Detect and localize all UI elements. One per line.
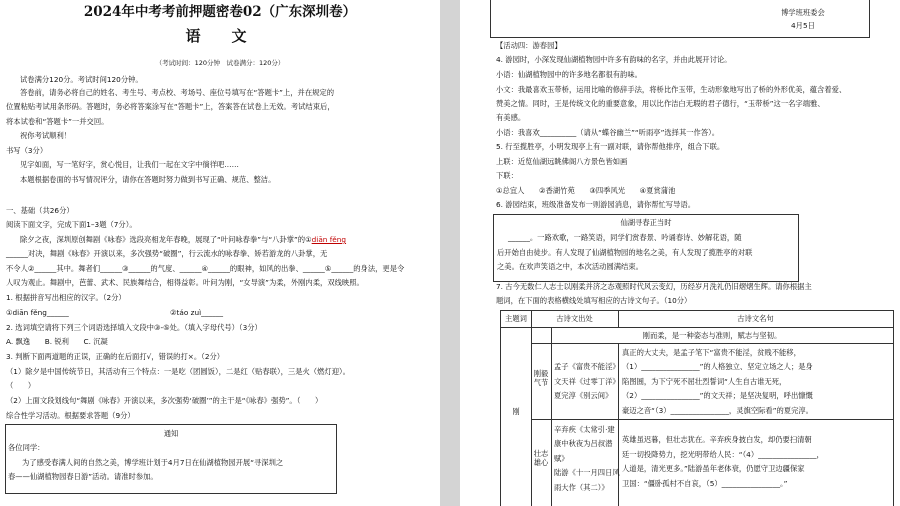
source-cell: 陆游《十一月四日风: [554, 468, 620, 477]
theme-cell: 刚毅气节: [533, 369, 549, 387]
theme-cell: 壮志雄心: [533, 449, 549, 467]
question-3-item: （1）除夕是中国传统节日，其活动有三个特点：一是吃（团圆饭），二是红（贴春联），三是火（燃灯迎）。: [6, 367, 350, 376]
poetry-table: [500, 310, 894, 506]
dialog-line: 小语：仙湖植物园中的许多地名都很有韵味。: [496, 70, 642, 79]
writing-line: 见字如面，写一笔好字，赏心悦目，让我们一起在文字中徜徉吧……: [20, 160, 239, 169]
question-3-item: （2）上面文段划线句“舞剧《咏春》开演以来，多次强势‘破圈’”的主干是“《咏春》强势”。（ ）: [6, 396, 323, 405]
notice-title: 通知: [163, 429, 179, 438]
table-row: 刚而柔，是一种姿态与准则，赋志与坚韧。: [642, 331, 782, 340]
question-1: 1. 根据拼音写出相应的汉字。（2分）: [6, 293, 126, 302]
activity-heading: 【活动四：游春园】: [496, 41, 562, 50]
news-line: 后开始自由徒步。有人发现了仙湖植物园的地名之美，有人发现了揽胜亭的对联: [497, 248, 753, 257]
passage-line: 不令人②______其中。舞者们______③______的气度、______④______的眼神，如风的出拳、______⑤______的身法，更是令: [6, 264, 405, 273]
question-6: 6. 游园结束，班级准备发布一则游园消息，请你帮忙写导语。: [496, 200, 695, 209]
instruction-line: 位置粘贴考试用条形码。答题时，务必将答案涂写在“答题卡”上，答案答在试卷上无效。考试结束后，: [6, 102, 335, 111]
source-cell: 雨大作（其二）》: [554, 483, 609, 492]
quote-line: 廷一切投降势力，挖光明带给人民：“（4）________________，: [622, 450, 824, 459]
exam-title: 2024年中考考前押题密卷02（广东深圳卷）: [83, 4, 357, 20]
question-3: 3. 判断下面两道题的正误，正确的在后面打√，错误的打×。（2分）: [6, 352, 225, 361]
quote-line: 真正的大丈夫，是孟子笔下“富贵不能淫，贫贱不能移，: [622, 348, 801, 357]
quote-line: （1）________________”的人格独立、坚定立场之人；是身: [622, 362, 813, 371]
notice-line: 为了感受春满人间的自然之美，博学班计划于4月7日在仙湖植物园开展“寻深圳之: [22, 458, 284, 467]
dialog-line: 小文：我最喜欢玉带桥，运用比喻的修辞手法，将桥比作玉带，生动形象地写出了桥的外形优美，蕴含着爱、: [496, 85, 847, 94]
answer-blank: ①diān fěng______: [6, 308, 69, 317]
quote-line: （2）________________”的文天祥；是坚决复明，呼出慷慨: [622, 391, 813, 400]
answer-paren: （ ）: [6, 381, 36, 390]
instruction-line: 祝你考试顺利！: [20, 131, 72, 140]
quote-line: 豪迈之音“（3）________________，灵旗空际看”的夏完淳。: [622, 406, 813, 415]
quote-line: 人道是，清光更多。”陆游虽年老体衰，仍愿守卫边疆保家: [622, 464, 805, 473]
section-heading: 一、基础（共26分）: [6, 206, 74, 215]
exam-info: （考试时间：120分钟 试卷满分：120分）: [155, 59, 285, 67]
quote-line: 卫国：“僵卧孤村不自哀，（5）________________。”: [622, 479, 788, 488]
notice-salutation: 各位同学：: [8, 443, 45, 452]
writing-heading: 书写（3分）: [6, 146, 48, 155]
table-header: 主题词: [505, 314, 527, 323]
source-cell: 夏完淳《别云间》: [554, 391, 613, 400]
passage-line: 除夕之夜，深圳原创舞剧《咏春》选段亮相龙年春晚，展现了“叶问咏春拳”与“八卦掌”的①diān fěng: [20, 235, 347, 244]
quote-line: 英雄虽迟暮，但壮志犹在。辛弃疾身披白发，却仍要扫清朝: [622, 435, 812, 444]
news-line: ______。一路欢歌，一路笑语，同学们赏春景、吟诵春诗、妙解花语，随: [508, 233, 742, 242]
notice-box-end: [490, 0, 870, 38]
question-2: 2. 选词填空请将下列三个词语选择填入文段中③-⑤处。（填入字母代号）（3分）: [6, 323, 262, 332]
question-2-options: A. 飘逸 B. 锐利 C. 沉凝: [6, 337, 108, 346]
notice-line: 春——仙湖植物园春日游”活动。请准时参加。: [8, 472, 158, 481]
couplet-options: ①总宜人 ②香湖竹苑 ③四季风光 ④夏赏蒲池: [496, 186, 676, 195]
document-page-left: [0, 0, 440, 506]
source-cell: 康中秋夜为吕叔潜: [554, 439, 613, 448]
passage-line: 人叹为观止。舞剧中，芭蕾、武术、民族舞结合，相得益彰。叶问为刚，“女导演”为柔，外刚内柔，双线映照。: [6, 278, 364, 287]
news-line: 之美。在欢声笑语之中，本次活动圆满结束。: [497, 262, 643, 271]
notice-signature: 博学班班委会: [781, 8, 825, 17]
instruction-line: 答卷前，请务必将自己的姓名、考生号、考点校、考场号、座位号填写在“答题卡”上，并在规定的: [20, 88, 335, 97]
document-page-right: [460, 0, 900, 506]
table-header: 古诗文名句: [737, 314, 774, 323]
quote-line: 陷图圄，为下宁死不屈壮烈誓词“人生自古谁无死，: [622, 377, 787, 386]
table-header: 古诗文出处: [556, 314, 593, 323]
dialog-line: 有美感。: [496, 113, 526, 122]
dialog-line: 小语：我喜欢__________（请从“蝶谷幽兰”“听雨亭”选择其一作答）。: [496, 128, 720, 137]
news-title: 仙湖寻春正当时: [620, 218, 672, 227]
source-cell: 赋》: [554, 454, 569, 463]
question-7: 7. 古今无数仁人志士以刚柔并济之态观照时代风云变幻，历经岁月洗礼仍旧熠熠生辉。请你根据主: [496, 282, 812, 291]
subject-title: 语 文: [185, 27, 255, 45]
main-theme: 刚: [512, 407, 520, 416]
pinyin-mark: diān fěng: [311, 235, 347, 244]
notice-box: [5, 424, 337, 494]
writing-line: 本题根据卷面的书写情况评分，请你在答题时努力做到书写正确、规范、整洁。: [20, 175, 276, 184]
source-cell: 文天祥《过零丁洋》: [554, 377, 620, 386]
answer-blank: ②táo zuì______: [170, 308, 224, 317]
activity-intro: 综合性学习活动。根据要求答题（9分）: [6, 411, 135, 420]
notice-date: 4月5日: [791, 21, 815, 30]
dialog-line: 赞美之情。同时，王是传统文化的重要意象，用以比作洁白无瑕的君子德行，“玉带桥”这一名字端雅、: [496, 99, 825, 108]
instruction-line: 将本试卷和“答题卡”一并交回。: [6, 117, 109, 126]
instruction-line: 试卷满分120分。考试时间120分钟。: [20, 75, 143, 84]
passage-line: ______对决，舞剧《咏春》开演以来，多次强势“破圈”，行云流水的咏春拳、矫若游龙的八卦掌，无: [6, 249, 328, 258]
question-5: 5. 行至揽胜亭，小明发现亭上有一副对联，请你帮他排序，组合下联。: [496, 142, 725, 151]
couplet-upper: 上联：近览仙湖远眺佛阁八方景色皆如画: [496, 157, 628, 166]
news-box: [493, 214, 799, 282]
question-7-cont: 题词，在下面的表格横线处填写相应的古诗文句子。（10分）: [496, 296, 692, 305]
couplet-lower: 下联：: [496, 171, 518, 180]
source-cell: 辛弃疾《太常引·建: [554, 425, 615, 434]
question-4: 4. 游园时，小深发现仙湖植物园中许多有韵味的名字，并由此展开讨论。: [496, 55, 732, 64]
reading-intro: 阅读下面文字，完成下面1–3题（7分）。: [6, 220, 137, 229]
source-cell: 孟子《富贵不能淫》: [554, 362, 620, 371]
